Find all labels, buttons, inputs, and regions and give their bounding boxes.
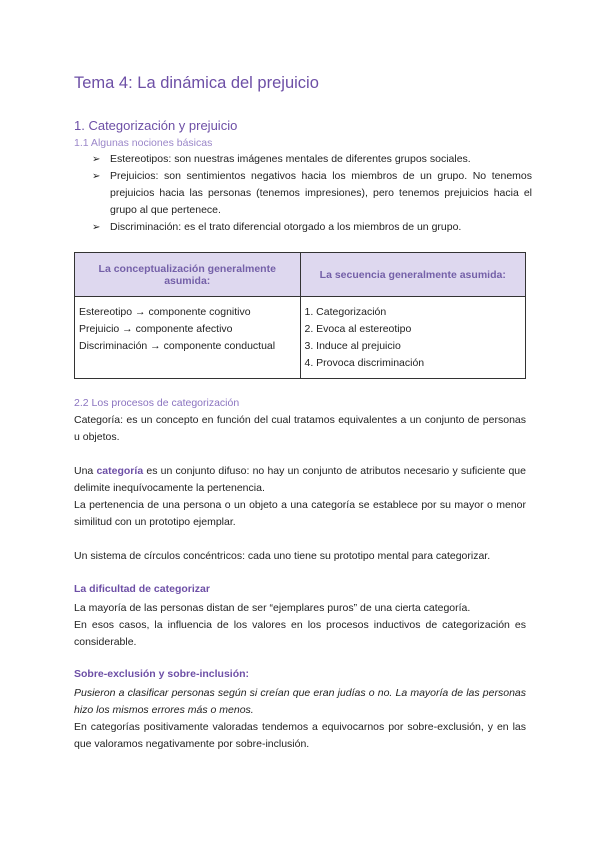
arrow-bullet-icon: ➢ (92, 171, 101, 182)
heading-dificultad: La dificultad de categorizar (74, 583, 210, 595)
list-item (92, 219, 532, 236)
table-line: Discriminación → componente conductual (79, 340, 276, 352)
paragraph-circulos: Un sistema de círculos concéntricos: cada uno tiene su prototipo mental para categorizar. (74, 550, 491, 562)
paragraph-ejemplares: La mayoría de las personas distan de ser “ejemplares puros” de una cierta categoría. (74, 602, 471, 614)
heading-sobre-exclusion: Sobre-exclusión y sobre-inclusión: (74, 668, 250, 680)
table-line: 4. Provoca discriminación (304, 357, 425, 369)
subsection-heading-1-1: 1.1 Algunas nociones básicas (74, 137, 213, 149)
table-line: 1. Categorización (304, 306, 387, 318)
subsection-heading-2-2: 2.2 Los procesos de categorización (74, 397, 240, 409)
list-item-text: Prejuicios: son sentimientos negativos hacia los miembros de un grupo. No tenemos prejuicios hacia las personas (tenemos impresiones), pero tenemos prejuicios hacia el grupo al que pertenece. (110, 170, 532, 216)
keyword-categoria: categoría (96, 465, 144, 477)
table-cell-secuencia (300, 297, 526, 379)
paragraph-categoria: Categoría: es un concepto en función del cual tratamos equivalentes a un conjunto de personas u objetos. (74, 414, 526, 443)
table-line: 3. Induce al prejuicio (304, 340, 401, 352)
table-line: 2. Evoca al estereotipo (304, 323, 412, 335)
paragraph-conjunto-difuso (74, 463, 526, 497)
comparison-table (74, 252, 526, 379)
paragraph-categorias-valoradas: En categorías positivamente valoradas tendemos a equivocarnos por sobre-exclusión, y en las que valoramos negativamente por sobre-inclusión. (74, 721, 526, 750)
table-row (75, 297, 526, 379)
list-item (92, 151, 532, 168)
table-cell-conceptualizacion (75, 297, 301, 379)
list-item (92, 168, 532, 219)
paragraph-influencia: En esos casos, la influencia de los valores en los procesos inductivos de categorización es considerable. (74, 619, 526, 648)
table-header-secuencia: La secuencia generalmente asumida: (300, 253, 526, 297)
list-item-text: Discriminación: es el trato diferencial otorgado a los miembros de un grupo. (110, 221, 462, 233)
table-header-conceptualizacion: La conceptualización generalmente asumida: (75, 253, 301, 297)
arrow-bullet-icon: ➢ (92, 154, 101, 165)
table-line: Estereotipo → componente cognitivo (79, 306, 251, 318)
table-header-row (75, 253, 526, 297)
paragraph-pertenencia: La pertenencia de una persona o un objeto a una categoría se establece por su mayor o menor similitud con un prototipo ejemplar. (74, 499, 526, 528)
paragraph-text: Una (74, 465, 97, 477)
paragraph-text: es un conjunto difuso: no hay un conjunto de atributos necesario y suficiente que delimite inequívocamente la pertenencia. (74, 465, 526, 494)
list-item-text: Estereotipos: son nuestras imágenes mentales de diferentes grupos sociales. (110, 153, 471, 165)
section-heading-1: 1. Categorización y prejuicio (74, 118, 238, 133)
arrow-bullet-icon: ➢ (92, 222, 101, 233)
definitions-list (92, 151, 532, 236)
page-title: Tema 4: La dinámica del prejuicio (74, 74, 319, 92)
paragraph-experimento: Pusieron a clasificar personas según si creían que eran judías o no. La mayoría de las personas hizo los mismos errores más o menos. (74, 687, 526, 716)
table-line: Prejuicio → componente afectivo (79, 323, 233, 335)
